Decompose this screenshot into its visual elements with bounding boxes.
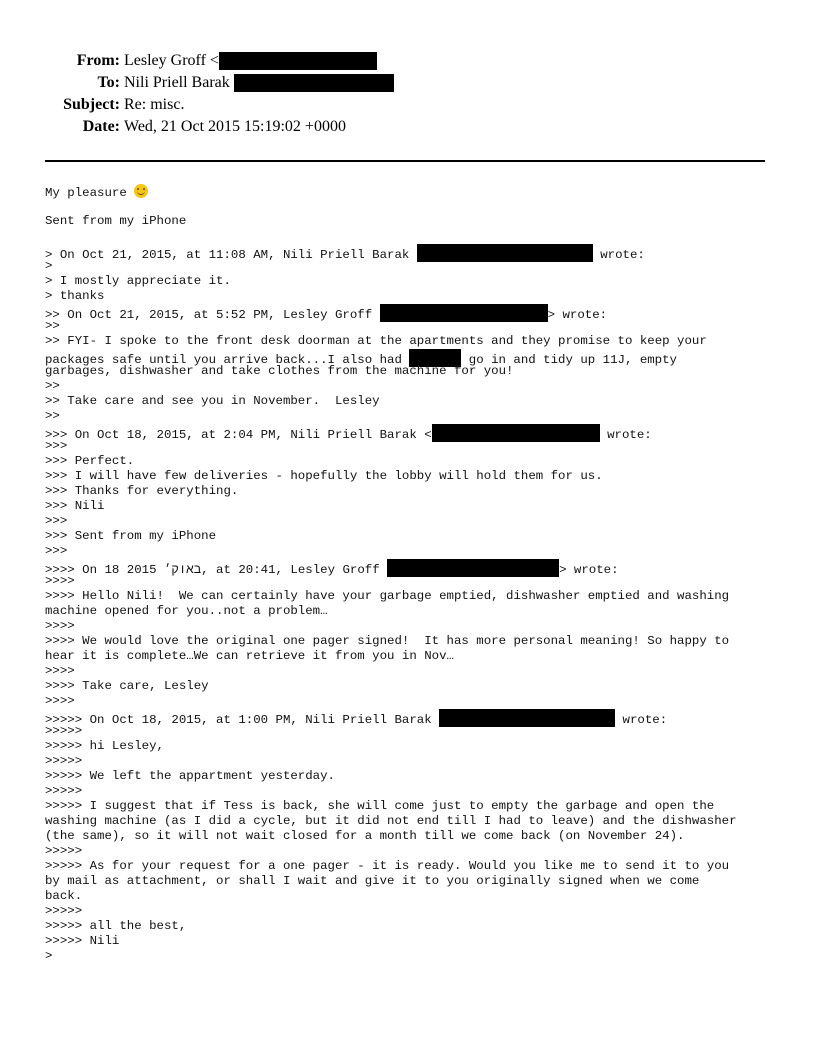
redaction-block — [439, 709, 615, 727]
quote-line: >>> On Oct 18, 2015, at 2:04 PM, Nili Priell Barak < wrote: — [45, 424, 785, 439]
quote-line: >>>>> On Oct 18, 2015, at 1:00 PM, Nili Priell Barak wrote: — [45, 709, 785, 724]
redaction-block — [380, 304, 548, 322]
quote-line: >> — [45, 379, 60, 393]
email-header — [0, 52, 360, 140]
quote-line: >>> Perfect. — [45, 454, 135, 468]
date-value: Wed, 21 Oct 2015 15:19:02 +0000 — [124, 118, 346, 135]
from-label: From: — [76, 52, 120, 69]
quote-line: >> — [45, 409, 60, 423]
quote-line: >> On Oct 21, 2015, at 5:52 PM, Lesley Groff > wrote: — [45, 304, 785, 319]
email-body — [45, 184, 785, 964]
quote-line: >> Take care and see you in November. Lesley — [45, 394, 380, 408]
from-value: Lesley Groff < — [124, 52, 219, 69]
quote-line: >>> — [45, 544, 68, 558]
quote-line: garbages, dishwasher and take clothes from the machine for you! — [45, 364, 514, 378]
quote-line: > — [45, 949, 53, 963]
quote-line: >>>>> — [45, 784, 83, 798]
quote-line: >>> — [45, 514, 68, 528]
quote-line: >>>>> We left the appartment yesterday. — [45, 769, 335, 783]
from-row — [0, 52, 360, 74]
quote-line: machine opened for you..not a problem… — [45, 604, 328, 618]
to-value: Nili Priell Barak — [124, 74, 230, 91]
redaction-block — [417, 244, 593, 262]
quote-line: >>>> Hello Nili! We can certainly have your garbage emptied, dishwasher emptied and washing — [45, 589, 730, 603]
quote-line: (the same), so it will not wait closed for a month till we come back (on November 24). — [45, 829, 685, 843]
quote-line: >>>> — [45, 664, 75, 678]
redaction-block — [234, 74, 394, 92]
quote-line: >>>>> all the best, — [45, 919, 187, 933]
quote-line: >>> I will have few deliveries - hopefully the lobby will hold them for us. — [45, 469, 603, 483]
quote-line: >> FYI- I spoke to the front desk doorman at the apartments and they promise to keep your — [45, 334, 707, 348]
quote-line: >>> — [45, 439, 68, 453]
quote-line: >>>> — [45, 574, 75, 588]
quote-line: >> — [45, 319, 60, 333]
quote-line: > I mostly appreciate it. — [45, 274, 231, 288]
quote-line: >>>>> I suggest that if Tess is back, she will come just to empty the garbage and open the — [45, 799, 715, 813]
quote-line: >>>> On 18 2015 באוק׳, at 20:41, Lesley Groff > wrote: — [45, 559, 785, 574]
quote-line: by mail as attachment, or shall I wait and give it to you originally signed when we come — [45, 874, 700, 888]
quote-line: hear it is complete…We can retrieve it from you in Nov… — [45, 649, 454, 663]
quote-line: >>>> — [45, 619, 75, 633]
quote-line: >>> Sent from my iPhone — [45, 529, 217, 543]
redaction-block — [432, 424, 600, 442]
smiley-emoji-icon — [134, 184, 148, 198]
to-label: To: — [97, 74, 120, 91]
quote-line: >>>>> — [45, 904, 83, 918]
quote-line: washing machine (as I did a cycle, but it did not end till I had to leave) and the dishwasher — [45, 814, 737, 828]
subject-value: Re: misc. — [124, 96, 185, 113]
quote-line: >>>> We would love the original one pager signed! It has more personal meaning! So happy to — [45, 634, 730, 648]
quote-line: > On Oct 21, 2015, at 11:08 AM, Nili Priell Barak wrote: — [45, 244, 785, 259]
quote-line: > — [45, 259, 53, 273]
date-label: Date: — [82, 118, 120, 135]
quote-line: >>> Nili — [45, 499, 105, 513]
quote-line: >>>>> — [45, 754, 83, 768]
quote-line: back. — [45, 889, 83, 903]
redaction-block — [219, 52, 377, 70]
body-line — [45, 199, 785, 214]
quote-line: packages safe until you arrive back...I also had go in and tidy up 11J, empty — [45, 349, 785, 364]
quote-line: > thanks — [45, 289, 105, 303]
body-line: My pleasure — [45, 184, 785, 199]
quote-line: >>>> — [45, 694, 75, 708]
quote-line: >>>>> — [45, 844, 83, 858]
body-line — [45, 229, 785, 244]
to-row — [0, 74, 360, 96]
quote-line: >>> Thanks for everything. — [45, 484, 239, 498]
date-row — [0, 118, 360, 140]
quote-line: >>>>> — [45, 724, 83, 738]
quote-line: >>>>> hi Lesley, — [45, 739, 164, 753]
subject-label: Subject: — [63, 96, 120, 113]
quote-line: >>>> Take care, Lesley — [45, 679, 209, 693]
quote-line: >>>>> As for your request for a one pager - it is ready. Would you like me to send it to you — [45, 859, 730, 873]
header-divider — [45, 160, 765, 162]
quote-line: >>>>> Nili — [45, 934, 120, 948]
subject-row — [0, 96, 360, 118]
body-line: Sent from my iPhone — [45, 214, 187, 228]
redaction-block — [387, 559, 559, 577]
